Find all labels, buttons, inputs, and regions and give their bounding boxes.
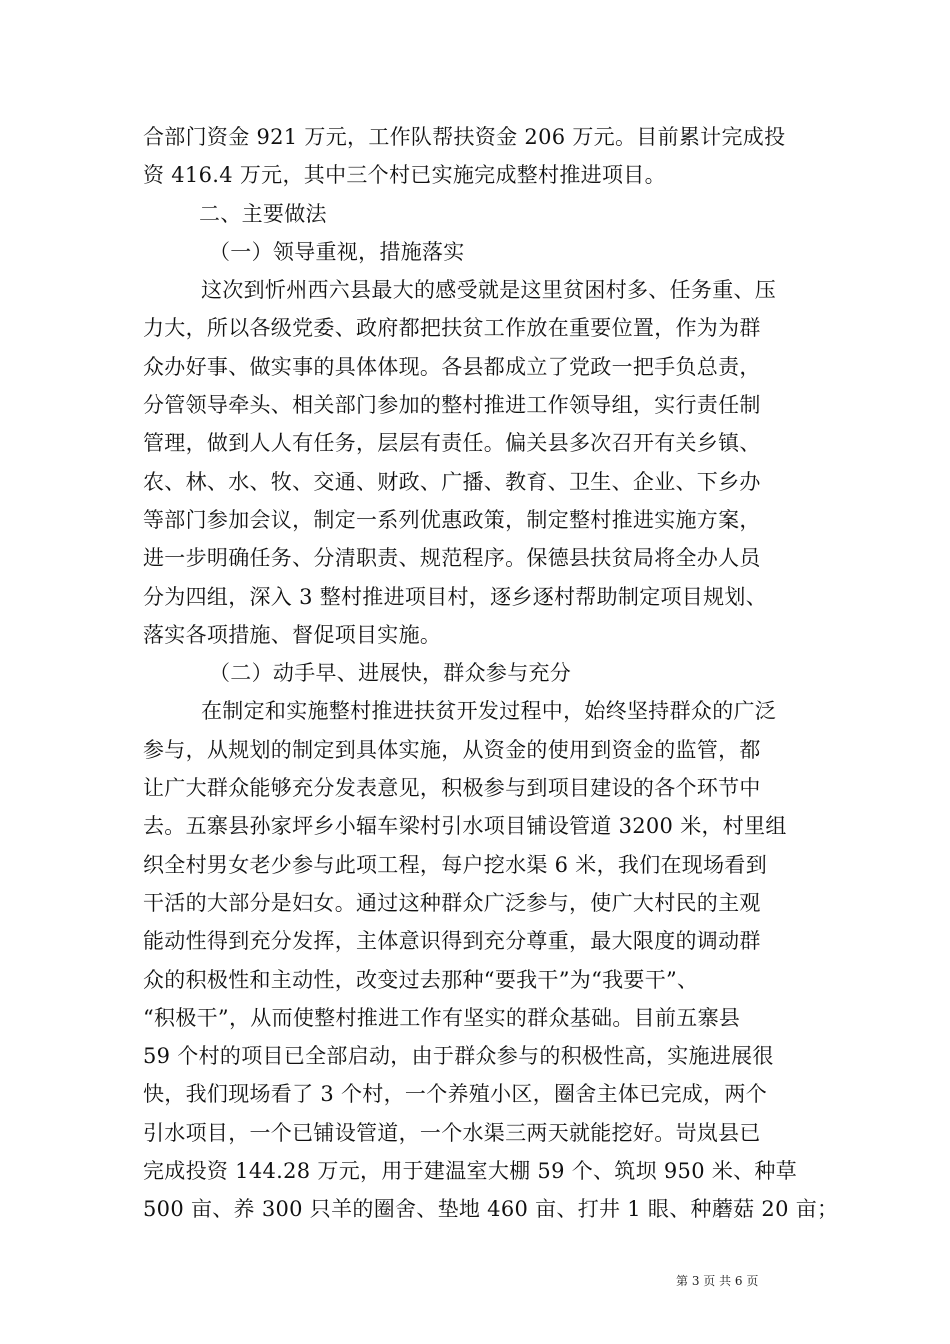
text-line: 引水项目，一个已铺设管道，一个水渠三两天就能挖好。岢岚县已 — [143, 1120, 761, 1145]
paragraph-start: 这次到忻州西六县最大的感受就是这里贫困村多、任务重、压 — [201, 278, 777, 303]
text-line: 众办好事、做实事的具体体现。各县都成立了党政一把手负总责， — [143, 354, 761, 379]
text-line: 快，我们现场看了 3 个村，一个养殖小区，圈舍主体已完成，两个 — [143, 1082, 768, 1107]
document-body — [143, 118, 839, 1229]
text-line: 去。五寨县孙家坪乡小辐车梁村引水项目铺设管道 3200 米，村里组 — [143, 814, 787, 839]
paragraph-start: 在制定和实施整村推进扶贫开发过程中，始终坚持群众的广泛 — [201, 699, 777, 724]
page-number-footer: 第 3 页 共 6 页 — [676, 1274, 759, 1288]
text-line: 让广大群众能够充分发表意见，积极参与到项目建设的各个环节中 — [143, 776, 761, 801]
subsection-heading: （一）领导重视，措施落实 — [209, 239, 465, 264]
text-line: 干活的大部分是妇女。通过这种群众广泛参与，使广大村民的主观 — [143, 890, 761, 915]
text-line: 等部门参加会议，制定一系列优惠政策，制定整村推进实施方案， — [143, 507, 761, 532]
text-line: 资 416.4 万元，其中三个村已实施完成整村推进项目。 — [143, 163, 666, 188]
text-line: 落实各项措施、督促项目实施。 — [143, 622, 442, 647]
text-line: 合部门资金 921 万元，工作队帮扶资金 206 万元。目前累计完成投 — [143, 125, 786, 149]
text-line: 59 个村的项目已全部启动，由于群众参与的积极性高，实施进展很 — [143, 1044, 774, 1069]
text-line: 500 亩、养 300 只羊的圈舍、垫地 460 亩、打井 1 眼、种蘑菇 20 亩； — [143, 1197, 839, 1222]
subsection-heading: （二）动手早、进展快，群众参与充分 — [209, 661, 572, 686]
section-heading: 二、主要做法 — [199, 201, 327, 226]
text-line: 管理，做到人人有任务，层层有责任。偏关县多次召开有关乡镇、 — [143, 431, 761, 456]
text-line: 织全村男女老少参与此项工程，每户挖水渠 6 米，我们在现场看到 — [143, 852, 768, 877]
text-line: 完成投资 144.28 万元，用于建温室大棚 59 个、筑坝 950 米、种草 — [143, 1159, 798, 1184]
text-line: 农、林、水、牧、交通、财政、广播、教育、卫生、企业、下乡办 — [143, 469, 761, 494]
text-line: 分管领导牵头、相关部门参加的整村推进工作领导组，实行责任制 — [143, 393, 761, 418]
text-line: 众的积极性和主动性，改变过去那种“要我干”为“我要干”、 — [143, 967, 699, 992]
text-line: 分为四组，深入 3 整村推进项目村，逐乡逐村帮助制定项目规划、 — [143, 584, 768, 609]
text-line: “积极干”，从而使整村推进工作有坚实的群众基础。目前五寨县 — [143, 1005, 741, 1030]
text-line: 进一步明确任务、分清职责、规范程序。保德县扶贫局将全办人员 — [143, 546, 761, 571]
text-line: 力大，所以各级党委、政府都把扶贫工作放在重要位置，作为为群 — [143, 316, 761, 341]
text-line: 能动性得到充分发挥，主体意识得到充分尊重，最大限度的调动群 — [143, 929, 761, 954]
text-line: 参与，从规划的制定到具体实施，从资金的使用到资金的监管，都 — [143, 737, 761, 762]
